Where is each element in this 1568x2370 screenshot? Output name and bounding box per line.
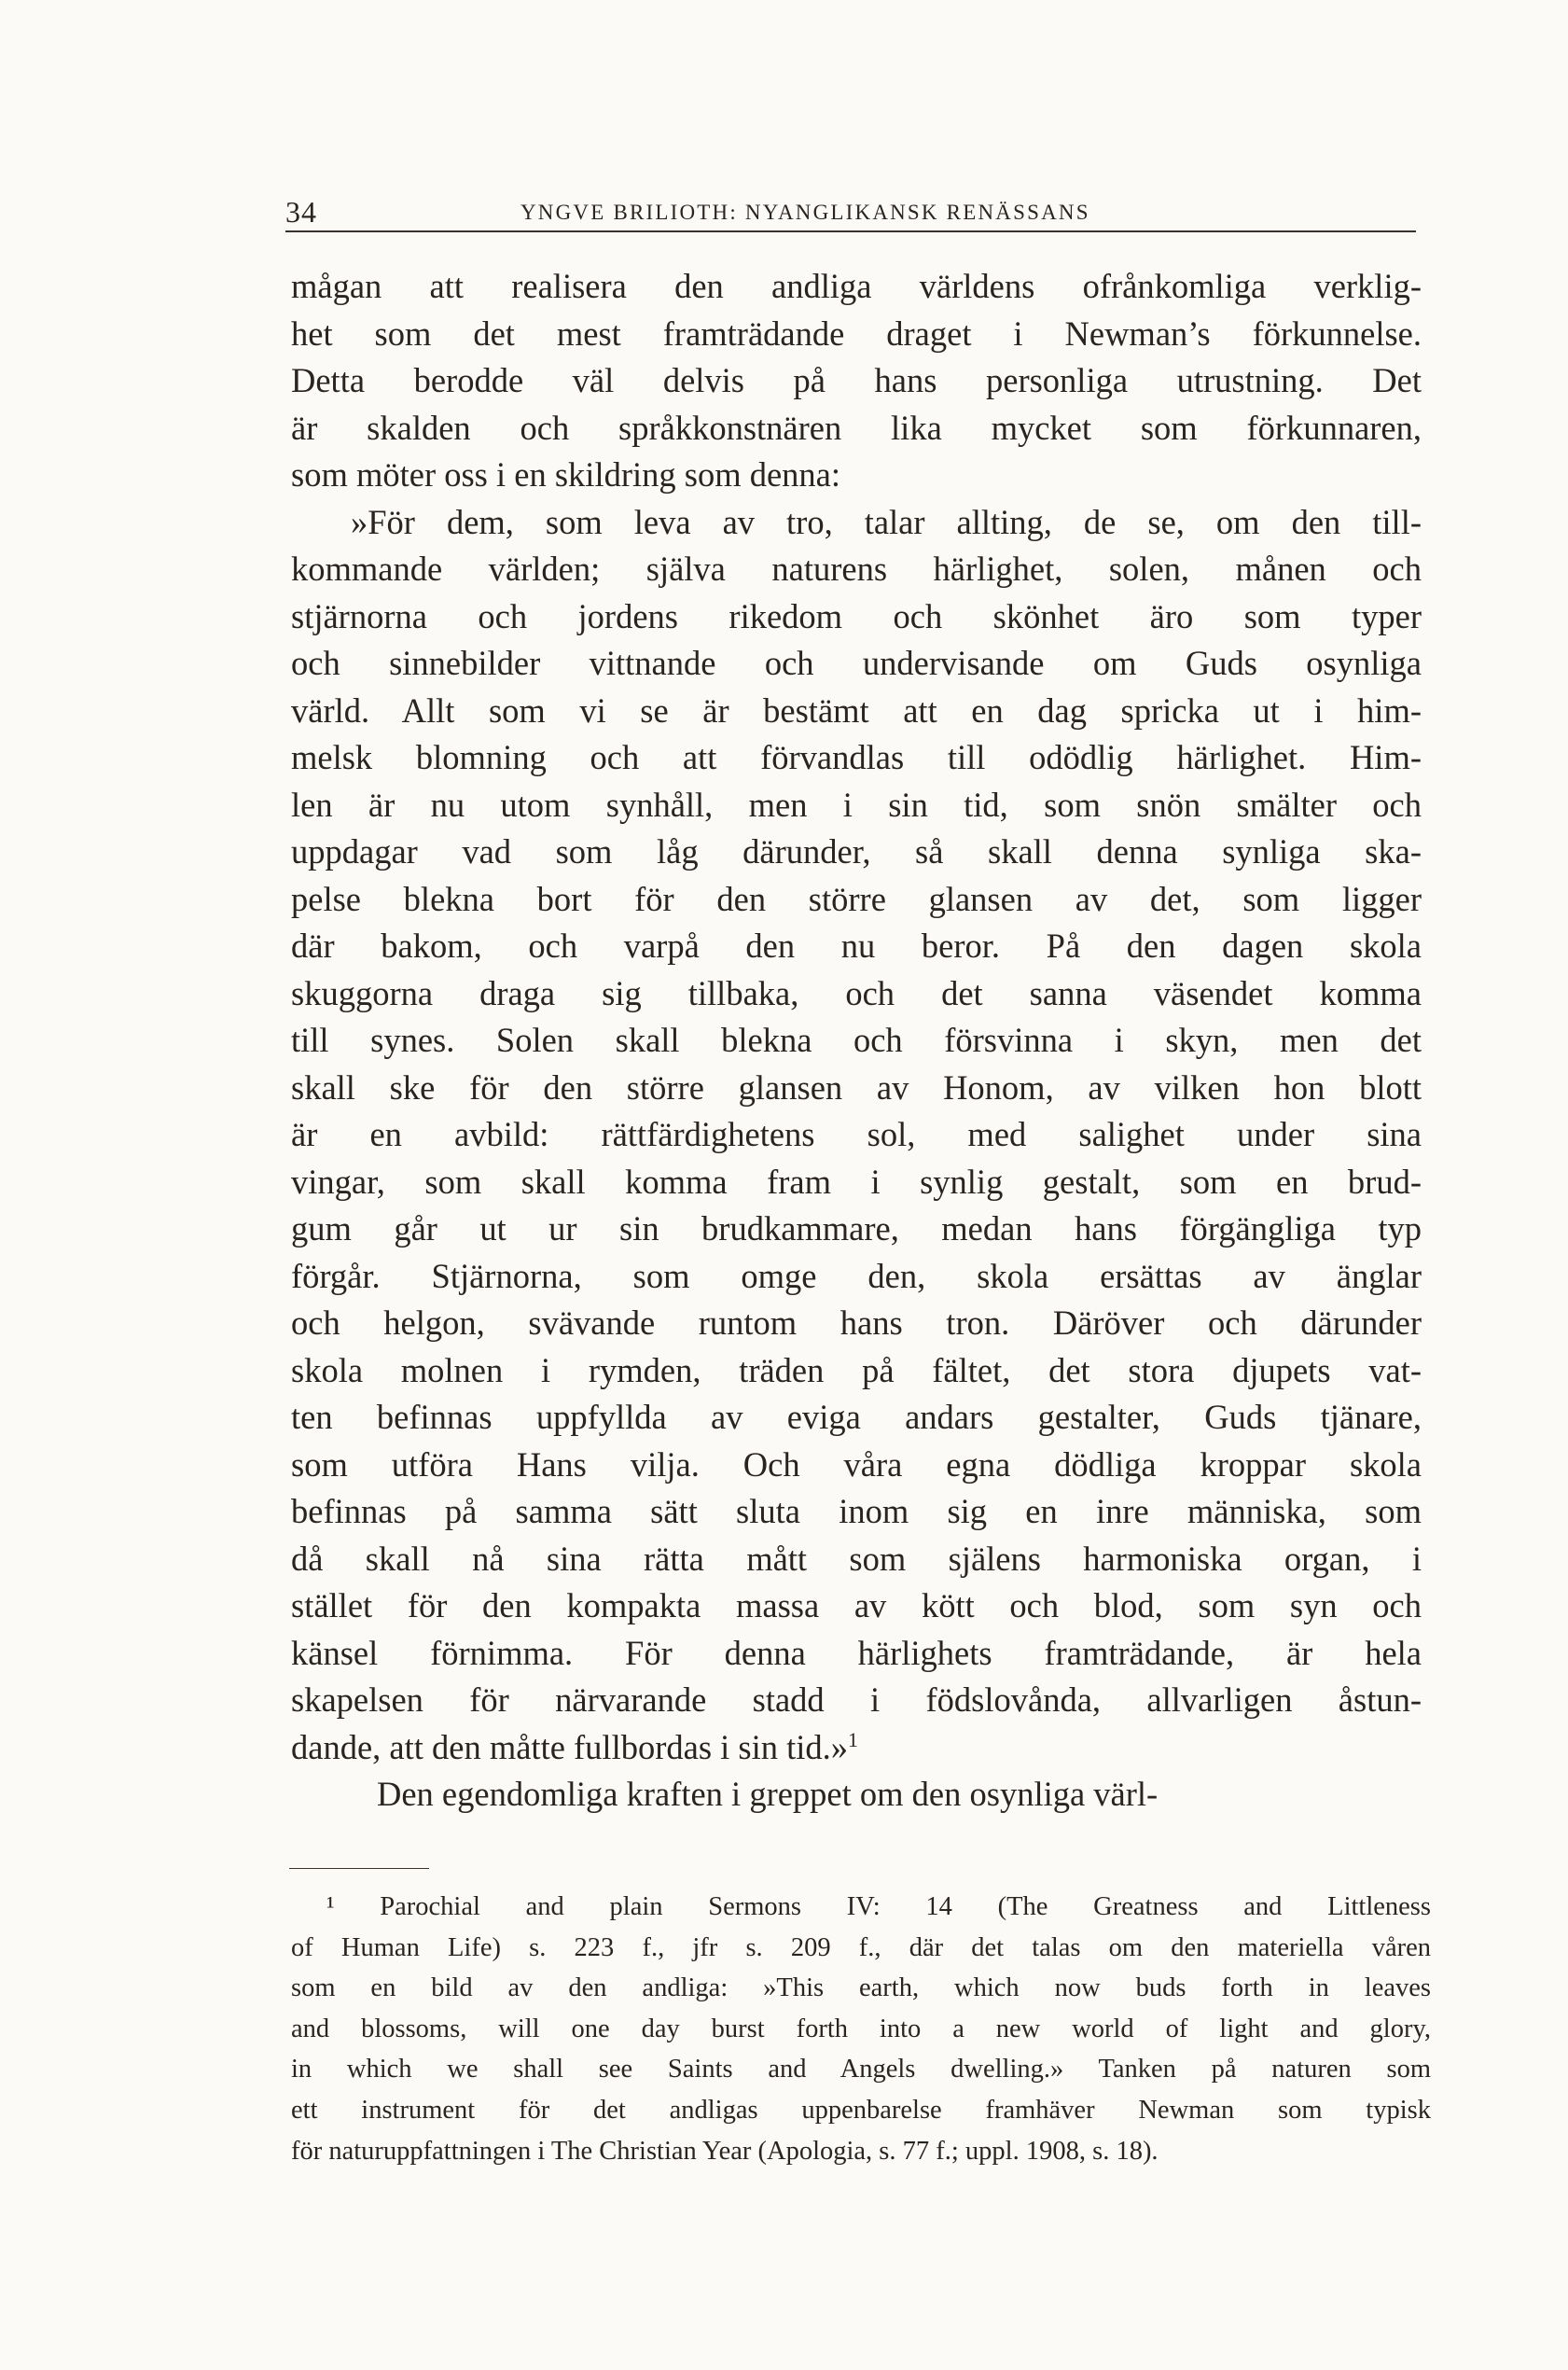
text-line: förgår. Stjärnorna, som omge den, skola ersättas av änglar	[291, 1256, 1422, 1295]
text-line: uppdagar vad som låg därunder, så skall denna synliga ska-	[291, 832, 1422, 871]
text-line: kommande världen; själva naturens härlighet, solen, månen och	[291, 550, 1422, 588]
text-line: till synes. Solen skall blekna och försvinna i skyn, men det	[291, 1021, 1422, 1059]
text-line: och helgon, svävande runtom hans tron. Däröver och därunder	[291, 1304, 1422, 1342]
text-line	[291, 1724, 1422, 1772]
text-line: »För dem, som leva av tro, talar allting, de se, om den till-	[351, 502, 1422, 541]
text-line: melsk blomning och att förvandlas till odödlig härlighet. Him-	[291, 738, 1422, 776]
footnote-line: in which we shall see Saints and Angels dwelling.» Tanken på naturen som	[291, 2055, 1431, 2084]
text-line: där bakom, och varpå den nu beror. På den dagen skola	[291, 927, 1422, 965]
text-line: ten befinnas uppfyllda av eviga andars gestalter, Guds tjänare,	[291, 1398, 1422, 1436]
text-line: skola molnen i rymden, träden på fältet, det stora djupets vat-	[291, 1350, 1422, 1389]
text-line: het som det mest framträdande draget i Newman’s förkunnelse.	[291, 314, 1422, 353]
footnote-line: and blossoms, will one day burst forth into a new world of light and glory,	[291, 2014, 1431, 2043]
text-line: befinnas på samma sätt sluta inom sig en inre människa, som	[291, 1492, 1422, 1530]
footnote-line: of Human Life) s. 223 f., jfr s. 209 f., där det talas om den materiella våren	[291, 1932, 1431, 1962]
page-number: 34	[285, 195, 317, 229]
text-line: pelse blekna bort för den större glansen av det, som ligger	[291, 879, 1422, 918]
footnote-line: ¹ Parochial and plain Sermons IV: 14 (The Greatness and Littleness	[326, 1892, 1431, 1921]
text-line: skapelsen för närvarande stadd i födslovånda, allvarligen åstun-	[291, 1680, 1422, 1719]
text-line: len är nu utom synhåll, men i sin tid, som snön smälter och	[291, 785, 1422, 824]
text-line: stjärnorna och jordens rikedom och skönhet äro som typer	[291, 596, 1422, 635]
text-line: som utföra Hans vilja. Och våra egna dödliga kroppar skola	[291, 1444, 1422, 1484]
body-text	[291, 263, 1422, 1819]
text-line: mågan att realisera den andliga världens ofrånkomliga verklig-	[291, 267, 1422, 305]
quote-end-text: dande, att den måtte fullbordas i sin tid.»	[291, 1727, 849, 1766]
text-line: vingar, som skall komma fram i synlig gestalt, som en brud-	[291, 1162, 1422, 1201]
text-line: som möter oss i en skildring som denna:	[291, 455, 841, 494]
footnote-divider	[289, 1868, 429, 1869]
text-line: skall ske för den större glansen av Honom, av vilken hon blott	[291, 1067, 1422, 1107]
text-line: skuggorna draga sig tillbaka, och det sanna väsendet komma	[291, 973, 1422, 1012]
text-line: känsel förnimma. För denna härlighets framträdande, är hela	[291, 1633, 1422, 1672]
text-line: då skall nå sina rätta mått som själens harmoniska organ, i	[291, 1539, 1422, 1578]
footnote-line: som en bild av den andliga: »This earth, which now buds forth in leaves	[291, 1973, 1431, 2003]
running-head: YNGVE BRILIOTH: NYANGLIKANSK RENÄSSANS	[520, 201, 1090, 224]
text-line: gum går ut ur sin brudkammare, medan hans förgängliga typ	[291, 1209, 1422, 1248]
text-line: stället för den kompakta massa av kött och blod, som syn och	[291, 1586, 1422, 1624]
text-line: är en avbild: rättfärdighetens sol, med salighet under sina	[291, 1115, 1422, 1153]
footnotes	[291, 1887, 1431, 2171]
footnote-line: ett instrument för det andligas uppenbarelse framhäver Newman som typisk	[291, 2095, 1431, 2125]
text-line: Den egendomliga kraften i greppet om den osynliga värl-	[377, 1775, 1159, 1813]
page-header	[285, 189, 1416, 232]
text-line: Detta berodde väl delvis på hans personliga utrustning. Det	[291, 361, 1422, 399]
footnote-line: för naturuppfattningen i The Christian Year (Apologia, s. 77 f.; uppl. 1908, s. 18).	[291, 2136, 1159, 2166]
text-line: och sinnebilder vittnande och undervisande om Guds osynliga	[291, 644, 1422, 682]
text-line: värld. Allt som vi se är bestämt att en dag spricka ut i him-	[291, 690, 1422, 730]
footnote-marker[interactable]: 1	[848, 1727, 858, 1751]
text-line: är skalden och språkkonstnären lika mycket som förkunnaren,	[291, 408, 1422, 447]
